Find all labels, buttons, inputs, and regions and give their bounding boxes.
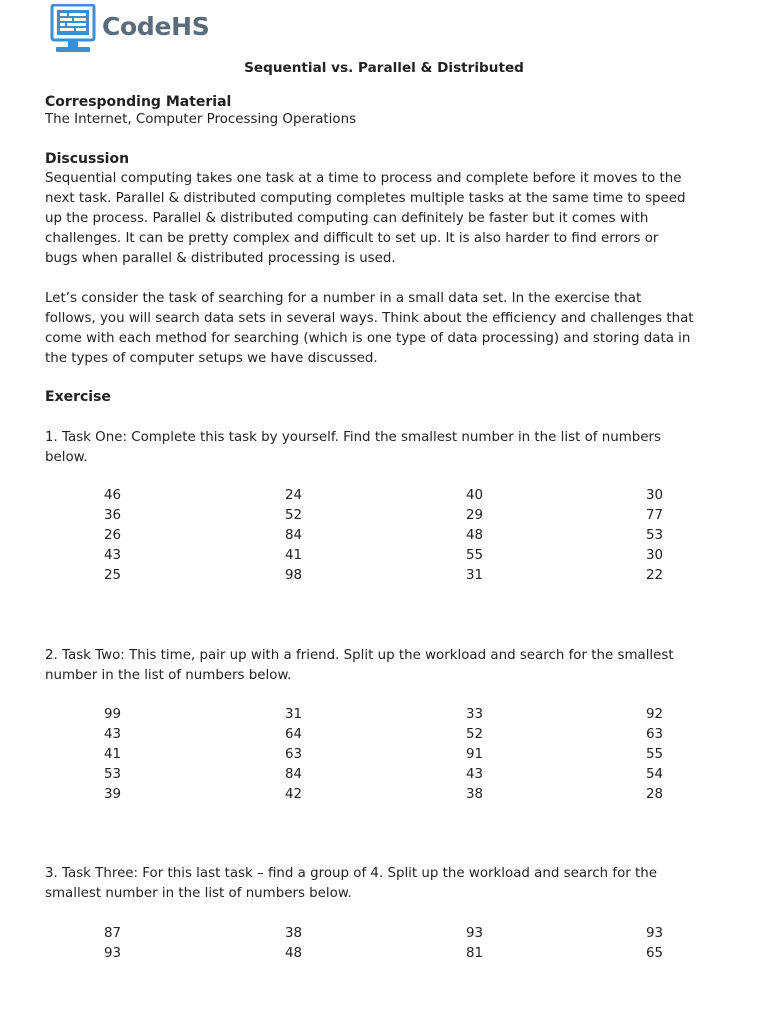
number-cell: 41 <box>104 747 122 762</box>
number-cell: 84 <box>285 767 303 782</box>
exercise-heading: Exercise <box>45 389 111 405</box>
number-cell: 42 <box>285 787 303 802</box>
number-cell: 63 <box>646 727 664 742</box>
number-cell: 46 <box>104 488 122 503</box>
corresponding-text: The Internet, Computer Processing Operations <box>45 112 357 127</box>
brand-name: CodeHS <box>102 11 210 41</box>
number-cell: 99 <box>104 707 122 722</box>
number-cell: 98 <box>285 568 303 583</box>
number-cell: 38 <box>466 787 484 802</box>
number-row <box>0 785 768 805</box>
brand-logo <box>50 3 210 55</box>
number-row <box>0 486 768 506</box>
number-row <box>0 745 768 765</box>
number-cell: 48 <box>466 528 484 543</box>
task2-number-grid <box>0 705 768 805</box>
number-cell: 93 <box>466 926 484 941</box>
number-cell: 93 <box>646 926 664 941</box>
corresponding-heading: Corresponding Material <box>45 94 232 110</box>
number-row <box>0 924 768 944</box>
number-cell: 54 <box>646 767 664 782</box>
number-cell: 64 <box>285 727 303 742</box>
task1-number-grid <box>0 486 768 586</box>
number-row <box>0 725 768 745</box>
number-row <box>0 526 768 546</box>
number-cell: 55 <box>646 747 664 762</box>
task3-text: 3. Task Three: For this last task – find a group of 4. Split up the workload and search for the smallest number in the list of numbers below. <box>45 866 657 901</box>
number-cell: 31 <box>285 707 303 722</box>
page-title: Sequential vs. Parallel & Distributed <box>244 60 524 76</box>
number-cell: 53 <box>646 528 664 543</box>
number-cell: 52 <box>285 508 303 523</box>
number-row <box>0 546 768 566</box>
number-cell: 30 <box>646 488 664 503</box>
discussion-paragraph-2: Let’s consider the task of searching for a number in a small data set. In the exercise that follows, you will search data sets in several ways. Think about the efficiency and challenges that come with each method for searching (which is one type of data processing) and storing data in the types of computer setups we have discussed. <box>45 291 694 366</box>
number-cell: 29 <box>466 508 484 523</box>
number-cell: 93 <box>104 946 122 961</box>
computer-monitor-icon <box>50 4 96 54</box>
number-cell: 87 <box>104 926 122 941</box>
number-cell: 65 <box>646 946 664 961</box>
task1-text: 1. Task One: Complete this task by yourself. Find the smallest number in the list of numbers below. <box>45 430 661 465</box>
number-cell: 53 <box>104 767 122 782</box>
number-cell: 40 <box>466 488 484 503</box>
discussion-heading: Discussion <box>45 151 130 167</box>
number-cell: 55 <box>466 548 484 563</box>
number-cell: 38 <box>285 926 303 941</box>
number-cell: 30 <box>646 548 664 563</box>
number-cell: 22 <box>646 568 664 583</box>
number-cell: 36 <box>104 508 122 523</box>
discussion-paragraph-1: Sequential computing takes one task at a time to process and complete before it moves to the next task. Parallel & distributed computing completes multiple tasks at the same time to speed up the process. Parallel & distributed computing can definitely be faster but it comes with challenges. It can be pretty complex and difficult to set up. It is also harder to find errors or bugs when parallel & distributed processing is used. <box>45 171 686 266</box>
number-cell: 26 <box>104 528 122 543</box>
number-cell: 43 <box>104 727 122 742</box>
number-cell: 81 <box>466 946 484 961</box>
number-row <box>0 705 768 725</box>
number-cell: 43 <box>466 767 484 782</box>
number-cell: 92 <box>646 707 664 722</box>
task2-text: 2. Task Two: This time, pair up with a friend. Split up the workload and search for the smallest number in the list of numbers below. <box>45 648 674 683</box>
number-cell: 77 <box>646 508 664 523</box>
number-row <box>0 566 768 586</box>
number-cell: 33 <box>466 707 484 722</box>
task3-number-grid <box>0 924 768 964</box>
number-cell: 31 <box>466 568 484 583</box>
number-row <box>0 765 768 785</box>
number-cell: 63 <box>285 747 303 762</box>
number-cell: 39 <box>104 787 122 802</box>
number-cell: 28 <box>646 787 664 802</box>
number-cell: 24 <box>285 488 303 503</box>
number-cell: 91 <box>466 747 484 762</box>
number-cell: 84 <box>285 528 303 543</box>
number-row <box>0 944 768 964</box>
number-row <box>0 506 768 526</box>
number-cell: 48 <box>285 946 303 961</box>
number-cell: 52 <box>466 727 484 742</box>
number-cell: 25 <box>104 568 122 583</box>
number-cell: 41 <box>285 548 303 563</box>
number-cell: 43 <box>104 548 122 563</box>
